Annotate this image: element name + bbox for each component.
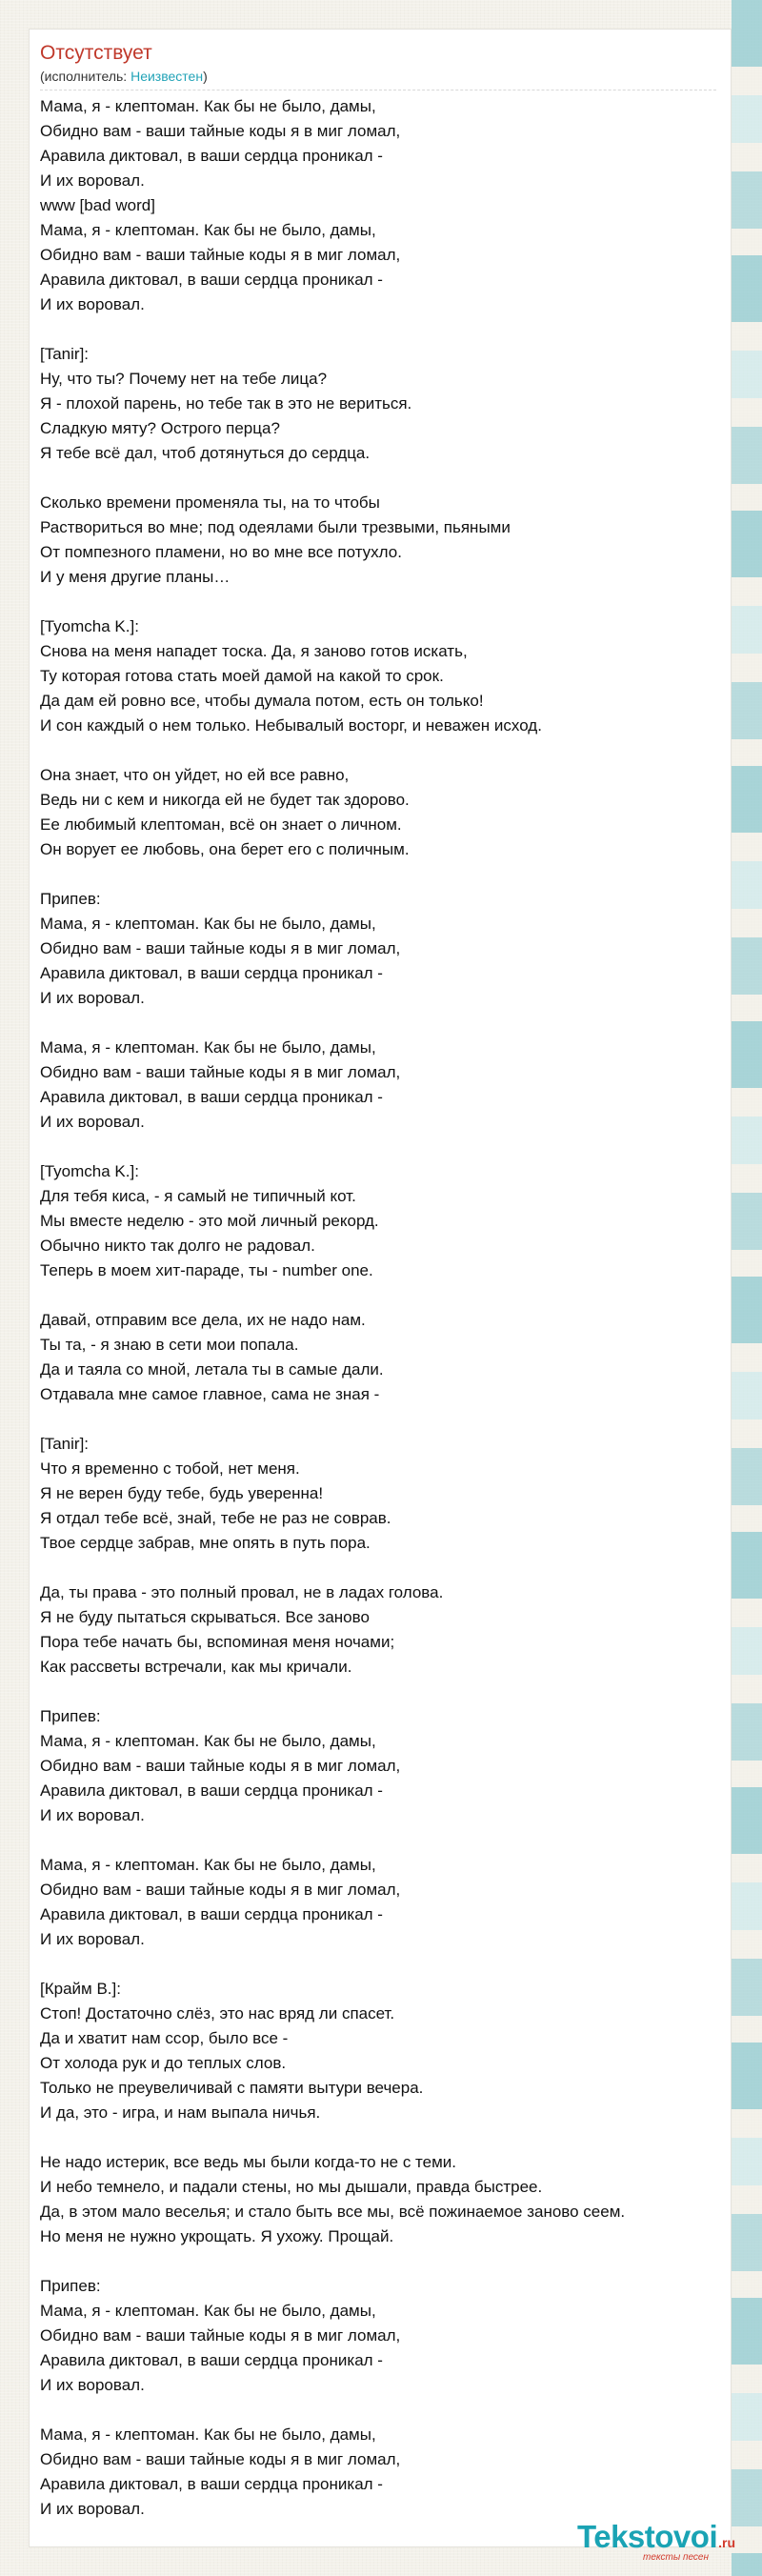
logo-tagline: тексты песен: [643, 2552, 709, 2563]
decorative-stripes: [732, 0, 762, 2576]
lyrics-line: И их воровал.: [40, 1806, 145, 1824]
lyrics-line: И небо темнело, и падали стены, но мы дышали, правда быстрее.: [40, 2178, 543, 2196]
lyrics-blank-line: [40, 1407, 726, 1432]
lyrics-blank-line: [40, 2249, 726, 2274]
lyrics-line: Да, в этом мало веселья; и стало быть все мы, всё пожинаемое заново сеем.: [40, 2203, 626, 2221]
artist-suffix: ): [203, 69, 208, 84]
artist-link[interactable]: Неизвестен: [130, 69, 204, 84]
lyrics-line: Сколько времени променяла ты, на то чтобы: [40, 493, 380, 512]
lyrics-line: От помпезного пламени, но во мне все потухло.: [40, 543, 402, 561]
lyrics-line: Сладкую мяту? Острого перца?: [40, 419, 280, 437]
lyrics-line: Давай, отправим все дела, их не надо нам.: [40, 1311, 366, 1329]
lyrics-line: Для тебя киса, - я самый не типичный кот.: [40, 1187, 356, 1205]
lyrics-blank-line: [40, 590, 726, 614]
lyrics-line: Мама, я - клептоман. Как бы не было, дамы,: [40, 1038, 376, 1057]
lyrics-line: Аравила диктовал, в ваши сердца проникал -: [40, 2351, 383, 2369]
lyrics-blank-line: [40, 1828, 726, 1853]
lyrics-line: И их воровал.: [40, 2376, 145, 2394]
lyrics-line: Я отдал тебе всё, знай, тебе не раз не соврав.: [40, 1509, 391, 1527]
lyrics-line: Он ворует ее любовь, она берет его с поличным.: [40, 840, 410, 858]
lyrics-line: Что я временно с тобой, нет меня.: [40, 1459, 300, 1478]
lyrics-line: Обидно вам - ваши тайные коды я в миг ломал,: [40, 1063, 401, 1081]
lyrics-blank-line: [40, 466, 726, 491]
lyrics-blank-line: [40, 2398, 726, 2423]
lyrics-line: Да и таяла со мной, летала ты в самые дали.: [40, 1360, 384, 1379]
lyrics-line: Ее любимый клептоман, всё он знает о личном.: [40, 815, 402, 834]
lyrics-line: От холода рук и до теплых слов.: [40, 2054, 287, 2072]
lyrics-line: Не надо истерик, все ведь мы были когда-то не с теми.: [40, 2153, 457, 2171]
lyrics-line: И да, это - игра, и нам выпала ничья.: [40, 2103, 321, 2122]
lyrics-blank-line: [40, 1952, 726, 1977]
lyrics-line: www [bad word]: [40, 196, 155, 214]
lyrics-blank-line: [40, 1556, 726, 1580]
lyrics-line: Как рассветы встречали, как мы кричали.: [40, 1658, 352, 1676]
lyrics-text: [40, 94, 726, 2522]
lyrics-blank-line: [40, 1135, 726, 1159]
lyrics-line: Аравила диктовал, в ваши сердца проникал -: [40, 271, 383, 289]
lyrics-line: [Tanir]:: [40, 1435, 90, 1453]
lyrics-line: Обидно вам - ваши тайные коды я в миг ломал,: [40, 122, 401, 140]
lyrics-line: Стоп! Достаточно слёз, это нас вряд ли спасет.: [40, 2004, 395, 2023]
logo-main-text: Tekstovoi: [577, 2519, 718, 2554]
lyrics-blank-line: [40, 862, 726, 887]
lyrics-line: Припев:: [40, 890, 101, 908]
lyrics-blank-line: [40, 2125, 726, 2150]
lyrics-line: Мама, я - клептоман. Как бы не было, дамы,: [40, 2425, 376, 2444]
lyrics-line: Я не верен буду тебе, будь уверенна!: [40, 1484, 324, 1502]
lyrics-line: Обидно вам - ваши тайные коды я в миг ломал,: [40, 1881, 401, 1899]
lyrics-blank-line: [40, 738, 726, 763]
lyrics-line: Обычно никто так долго не радовал.: [40, 1237, 315, 1255]
lyrics-line: Ведь ни с кем и никогда ей не будет так здорово.: [40, 791, 410, 809]
lyrics-line: Я - плохой парень, но тебе так в это не вериться.: [40, 394, 412, 413]
lyrics-line: Но меня не нужно укрощать. Я ухожу. Прощай.: [40, 2227, 394, 2245]
lyrics-line: Только не преувеличивай с памяти вытури вечера.: [40, 2079, 424, 2097]
lyrics-blank-line: [40, 1283, 726, 1308]
lyrics-line: Аравила диктовал, в ваши сердца проникал -: [40, 2475, 383, 2493]
lyrics-blank-line: [40, 1680, 726, 1704]
lyrics-line: Мама, я - клептоман. Как бы не было, дамы,: [40, 915, 376, 933]
lyrics-line: Да и хватит нам ссор, было все -: [40, 2029, 289, 2047]
lyrics-line: Она знает, что он уйдет, но ей все равно,: [40, 766, 350, 784]
lyrics-line: И их воровал.: [40, 1930, 145, 1948]
lyrics-line: Аравила диктовал, в ваши сердца проникал -: [40, 964, 383, 982]
lyrics-blank-line: [40, 317, 726, 342]
artist-prefix: (исполнитель:: [40, 69, 131, 84]
lyrics-line: Обидно вам - ваши тайные коды я в миг ломал,: [40, 2326, 401, 2345]
lyrics-line: Ну, что ты? Почему нет на тебе лица?: [40, 370, 328, 388]
lyrics-line: Да, ты права - это полный провал, не в ладах голова.: [40, 1583, 444, 1601]
lyrics-line: И сон каждый о нем только. Небывалый восторг, и неважен исход.: [40, 716, 542, 735]
lyrics-line: Обидно вам - ваши тайные коды я в миг ломал,: [40, 246, 401, 264]
lyrics-line: [Tanir]:: [40, 345, 90, 363]
lyrics-line: И их воровал.: [40, 1113, 145, 1131]
lyrics-line: И их воровал.: [40, 171, 145, 190]
lyrics-line: Да дам ей ровно все, чтобы думала потом, есть он только!: [40, 692, 484, 710]
header-divider: [40, 90, 716, 91]
lyrics-line: Мама, я - клептоман. Как бы не было, дамы,: [40, 221, 376, 239]
lyrics-line: Аравила диктовал, в ваши сердца проникал -: [40, 1781, 383, 1800]
lyrics-line: Отдавала мне самое главное, сама не зная -: [40, 1385, 380, 1403]
lyrics-line: Ты та, - я знаю в сети мои попала.: [40, 1336, 299, 1354]
lyrics-line: Припев:: [40, 1707, 101, 1725]
lyrics-line: Пора тебе начать бы, вспоминая меня ночами;: [40, 1633, 395, 1651]
lyrics-line: Теперь в моем хит-параде, ты - number one.: [40, 1261, 373, 1279]
artist-line: [40, 69, 208, 84]
lyrics-line: Твое сердце забрав, мне опять в путь пора.: [40, 1534, 371, 1552]
song-title: Отсутствует: [40, 42, 152, 64]
lyrics-line: И у меня другие планы…: [40, 568, 231, 586]
lyrics-line: Обидно вам - ваши тайные коды я в миг ломал,: [40, 939, 401, 957]
lyrics-line: [Крайм В.]:: [40, 1980, 121, 1998]
lyrics-line: Мама, я - клептоман. Как бы не было, дамы,: [40, 2302, 376, 2320]
lyrics-line: И их воровал.: [40, 989, 145, 1007]
lyrics-line: Припев:: [40, 2277, 101, 2295]
lyrics-line: Обидно вам - ваши тайные коды я в миг ломал,: [40, 2450, 401, 2468]
lyrics-line: И их воровал.: [40, 295, 145, 313]
lyrics-line: И их воровал.: [40, 2500, 145, 2518]
lyrics-line: Аравила диктовал, в ваши сердца проникал -: [40, 147, 383, 165]
lyrics-line: [Tyomcha K.]:: [40, 1162, 139, 1180]
site-logo[interactable]: [577, 2521, 735, 2563]
lyrics-line: Мама, я - клептоман. Как бы не было, дамы,: [40, 1732, 376, 1750]
lyrics-line: Мама, я - клептоман. Как бы не было, дамы,: [40, 97, 376, 115]
lyrics-line: Я тебе всё дал, чтоб дотянуться до сердца.: [40, 444, 371, 462]
lyrics-blank-line: [40, 1011, 726, 1036]
lyrics-line: Аравила диктовал, в ваши сердца проникал -: [40, 1905, 383, 1923]
lyrics-line: Я не буду пытаться скрываться. Все заново: [40, 1608, 370, 1626]
logo-tld: .ru: [718, 2535, 735, 2550]
lyrics-line: Обидно вам - ваши тайные коды я в миг ломал,: [40, 1757, 401, 1775]
lyrics-line: Снова на меня нападет тоска. Да, я заново готов искать,: [40, 642, 468, 660]
lyrics-line: Раствориться во мне; под одеялами были трезвыми, пьяными: [40, 518, 511, 536]
lyrics-line: Аравила диктовал, в ваши сердца проникал -: [40, 1088, 383, 1106]
lyrics-line: Ту которая готова стать моей дамой на какой то срок.: [40, 667, 444, 685]
lyrics-line: Мы вместе неделю - это мой личный рекорд.: [40, 1212, 379, 1230]
lyrics-line: Мама, я - клептоман. Как бы не было, дамы,: [40, 1856, 376, 1874]
lyrics-line: [Tyomcha K.]:: [40, 617, 139, 635]
